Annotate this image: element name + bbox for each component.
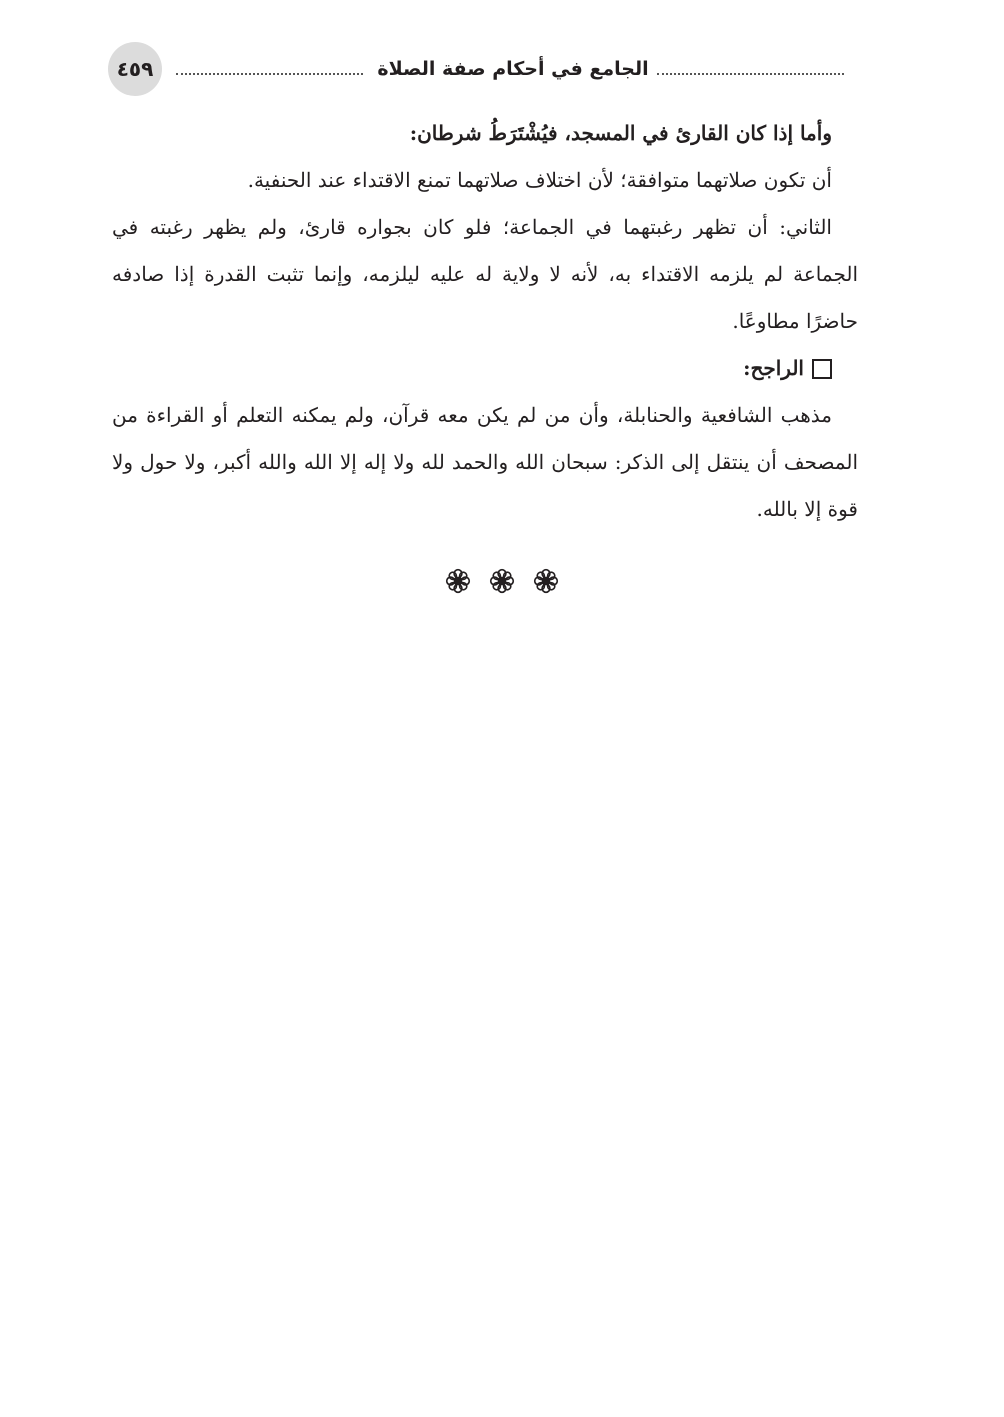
page-content [112,110,858,533]
section-end-ornaments [402,568,602,594]
section-heading [112,345,858,392]
paragraph-condition-second: الثاني: أن تظهر رغبتهما في الجماعة؛ فلو كان بجواره قارئ، ولم يظهر رغبته في الجماعة لم يلزمه الاقتداء به، لأنه لا ولاية له عليه ليلزمه، وإنما تثبت القدرة إذا صادفه حاضرًا مطاوعًا. [112,215,859,333]
lead-heading: وأما إذا كان القارئ في المسجد، فيُشْتَرَطُ شرطان: [409,121,832,145]
paragraph-preferred-opinion: مذهب الشافعية والحنابلة، وأن من لم يكن معه قرآن، ولم يمكنه التعلم أو القراءة من المصحف أن ينتقل إلى الذكر: سبحان الله والحمد لله ولا إله إلا الله والله أكبر، ولا حول ولا قوة إلا بالله. [112,403,858,521]
running-header [176,52,844,86]
section-heading-text: الراجح: [743,356,804,380]
page-number-text: ٤٥٩ [116,57,154,81]
paragraph-condition-first: أن تكون صلاتهما متوافقة؛ لأن اختلاف صلاتهما تمنع الاقتداء عند الحنفية. [247,168,832,192]
page-number [108,42,162,96]
flower-icon [533,568,559,594]
square-bullet-icon [812,359,832,379]
dot-leader [176,73,363,75]
book-title: الجامع ‌في أحكام صفة الصلاة [377,58,649,80]
dot-leader [657,73,844,75]
flower-icon [489,568,515,594]
flower-icon [445,568,471,594]
